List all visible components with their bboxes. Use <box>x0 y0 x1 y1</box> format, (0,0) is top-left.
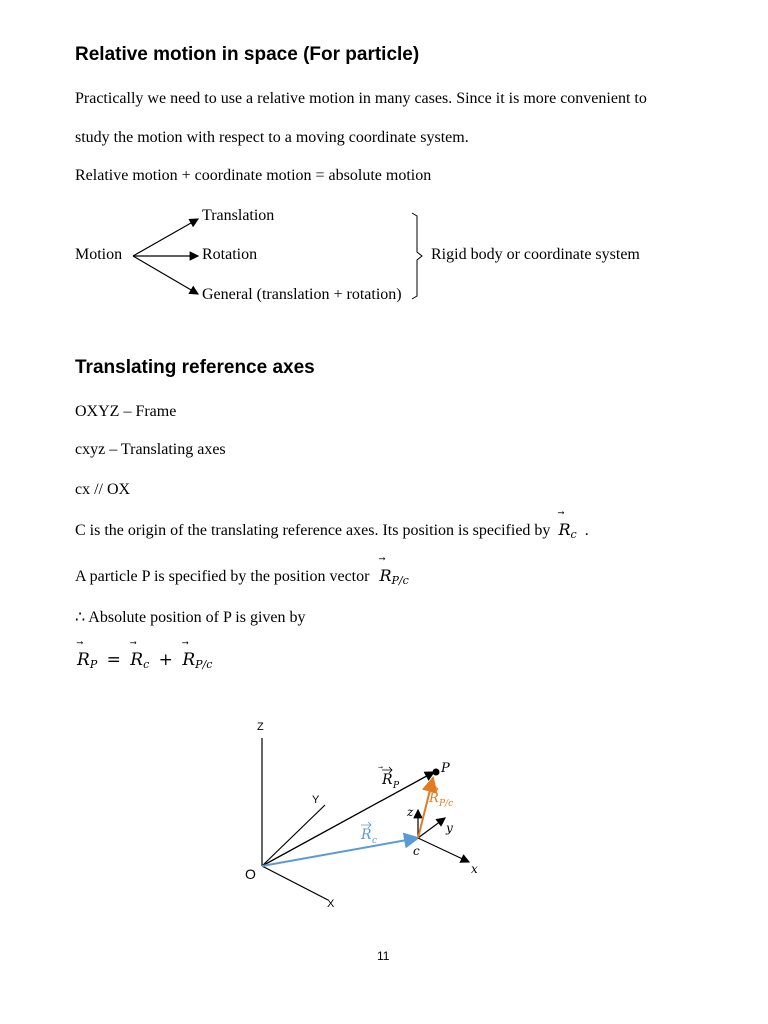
svg-text:⃗ <box>378 766 383 769</box>
label-Y: Y <box>312 794 320 806</box>
branch-translation: Translation <box>202 207 275 224</box>
label-RP <box>378 766 400 791</box>
label-Rc <box>360 822 377 846</box>
svg-text:R: R <box>382 772 393 788</box>
label-y-moving: y <box>446 821 453 835</box>
svg-text:R: R <box>361 827 372 843</box>
label-c: c <box>413 844 420 858</box>
parallel-axes-line: cx // OX <box>75 481 131 498</box>
section-title-relative-motion: Relative motion in space (For particle) <box>75 44 420 65</box>
vector-Rc <box>262 838 418 866</box>
page-number: 11 <box>377 949 390 963</box>
label-Z: Z <box>257 721 264 733</box>
motion-equation: Relative motion + coordinate motion = absolute motion <box>75 167 432 184</box>
vector-equation: ⃗ $R_P$ = ⃗ $R_c$ + ⃗ $R_{P/c}$ <box>77 650 212 671</box>
sentence-period: . <box>584 522 589 539</box>
section-title-translating-axes: Translating reference axes <box>75 357 315 378</box>
label-z-moving: z <box>407 805 414 819</box>
label-X: X <box>327 898 335 910</box>
label-P: P <box>441 761 450 776</box>
group-label: Rigid body or coordinate system <box>431 246 640 263</box>
branch-general: General (translation + rotation) <box>202 286 402 303</box>
point-P-dot <box>433 769 440 776</box>
vector-Rc-inline: ⃗ $R_c$ <box>558 520 581 539</box>
translating-axes-line: cxyz – Translating axes <box>75 441 226 458</box>
paragraph-line-2: study the motion with respect to a moving coordinate system. <box>75 129 469 146</box>
motion-root-label: Motion <box>75 246 123 263</box>
svg-text:P: P <box>393 781 400 791</box>
vector-RP <box>262 772 434 866</box>
svg-text:R: R <box>429 791 439 806</box>
absolute-position-line: ∴ Absolute position of P is given by <box>75 609 306 626</box>
axis-x-moving <box>418 838 469 862</box>
label-x-moving: x <box>471 862 478 876</box>
paragraph-line-1: Practically we need to use a relative motion in many cases. Since it is more convenient to <box>75 90 647 107</box>
label-RPc <box>428 786 453 809</box>
label-O: O <box>245 866 256 882</box>
particle-text: A particle P is specified by the position vector <box>75 568 370 585</box>
branch-rotation: Rotation <box>202 246 258 263</box>
svg-text:P/c: P/c <box>439 799 454 809</box>
svg-text:c: c <box>372 836 378 846</box>
frame-line: OXYZ – Frame <box>75 403 177 420</box>
axis-X-line <box>262 866 328 900</box>
vector-RPc-inline: ⃗ $R_{P/c}$ <box>379 566 408 585</box>
origin-c-text: C is the origin of the translating reference axes. Its position is specified by <box>75 522 551 539</box>
